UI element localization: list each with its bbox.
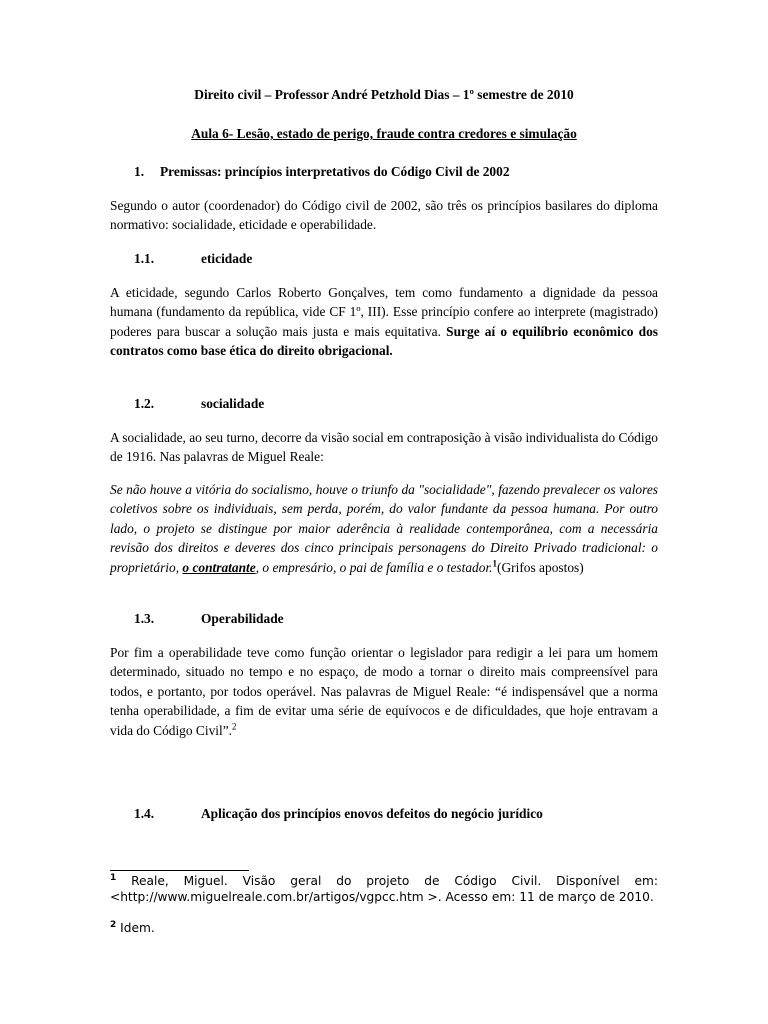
footnote-mark: 2: [110, 919, 117, 930]
section-number: 1.1.: [134, 251, 155, 266]
footnote-mark: 1: [110, 872, 117, 883]
section-heading-text: Operabilidade: [201, 611, 284, 626]
section-heading-text: Premissas: princípios interpretativos do Código Civil de 2002: [160, 164, 510, 179]
section-number: 1.: [134, 164, 145, 179]
eticidade-paragraph: [110, 283, 658, 361]
footnote-2: [110, 921, 658, 937]
quote-suffix: (Grifos apostos): [497, 559, 584, 575]
footnote-ref-2[interactable]: 2: [232, 721, 237, 732]
footnote-separator: [110, 870, 249, 871]
section-heading-text: socialidade: [201, 396, 265, 411]
operabilidade-text: Por fim a operabilidade teve como função orientar o legislador para redigir a lei para um homem determinado, situado no tempo e no espaço, de modo a tornar o direito mais compreensível para todos, e portanto, por todos operável. Nas palavras de Miguel Reale: “é indispensável que a norma tenha operabilidade, a fim de evitar uma série de equívocos e de dificuldades, que hoje entravam a vida do Código Civil”.: [110, 645, 658, 738]
footnote-ref-1[interactable]: 1: [492, 558, 498, 569]
section-heading-text: Aplicação dos princípios enovos defeitos do negócio jurídico: [201, 806, 543, 821]
section-number: 1.3.: [134, 611, 155, 626]
operabilidade-paragraph: [110, 643, 658, 740]
quote-emphasis: o contratante: [182, 559, 256, 575]
footnote-text: Reale, Miguel. Visão geral do projeto de Código Civil. Disponível em: <http://www.miguelreale.com.br/artigos/vgpcc.htm >. Acesso em: 11 de março de 2010.: [110, 874, 658, 904]
quote-text: Se não houve a vitória do socialismo, houve o triunfo da "socialidade", fazendo prevalecer os valores coletivos sobre os individuais, sem perda, porém, do valor fundante da pessoa humana. Por outro lado, o projeto se distingue por maior aderência à realidade contemporânea, com a necessária revisão dos direitos e deveres dos cinco principais personagens do Direito Privado tradicional: o proprietário,: [110, 482, 658, 575]
section-number: 1.4.: [134, 806, 155, 821]
lesson-title: Aula 6- Lesão, estado de perigo, fraude contra credores e simulação: [191, 126, 577, 141]
section-number: 1.2.: [134, 396, 155, 411]
document-title: Direito civil – Professor André Petzhold Dias – 1º semestre de 2010: [194, 87, 574, 102]
reale-quote: [110, 480, 658, 577]
eticidade-text: A eticidade, segundo Carlos Roberto Gonçalves, tem como fundamento a dignidade da pessoa humana (fundamento da república, vide CF 1º, III). Esse princípio confere ao interprete (magistrado) poderes para buscar a solução mais justa e mais equitativa.: [110, 285, 658, 339]
socialidade-paragraph: A socialidade, ao seu turno, decorre da visão social em contraposição à visão individualista do Código de 1916. Nas palavras de Miguel Reale:: [110, 430, 658, 465]
footnote-text: Idem.: [116, 921, 155, 935]
eticidade-bold-text: Surge aí o equilíbrio econômico dos contratos como base ética do direito obrigacional.: [110, 323, 658, 359]
section-heading-text: eticidade: [201, 251, 253, 266]
intro-paragraph: Segundo o autor (coordenador) do Código civil de 2002, são três os princípios basilares do diploma normativo: socialidade, eticidade e operabilidade.: [110, 198, 658, 233]
footnote-1: [110, 874, 658, 905]
quote-text-end: , o empresário, o pai de família e o testador.: [255, 559, 493, 575]
